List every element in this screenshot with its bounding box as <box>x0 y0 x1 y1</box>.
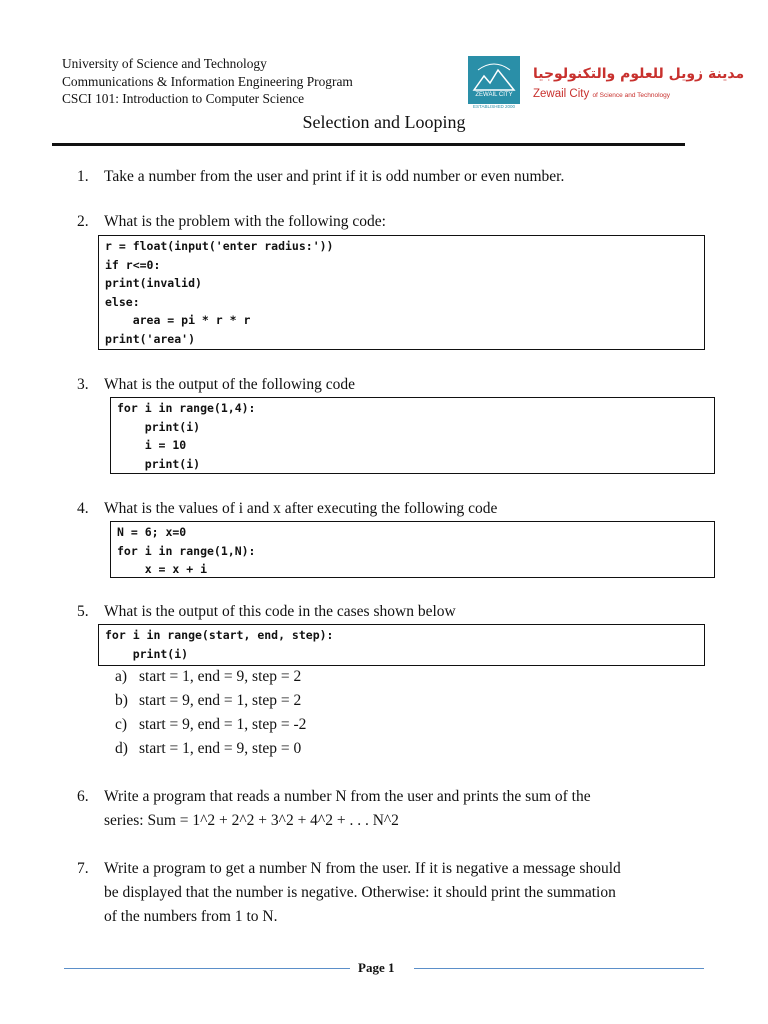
question-text-line-1: Write a program that reads a number N from the user and prints the sum of the <box>104 788 591 805</box>
case-text: start = 1, end = 9, step = 2 <box>139 668 302 685</box>
question-number: 4. <box>77 500 89 517</box>
case-label: d) <box>115 740 128 757</box>
code-block-q3: for i in range(1,4): print(i) i = 10 print(i) <box>110 397 715 474</box>
question-number: 1. <box>77 168 89 185</box>
logo-english-main: Zewail City <box>533 88 590 100</box>
logo-established: ESTABLISHED 2000 <box>473 104 515 109</box>
question-text-line-2: series: Sum = 1^2 + 2^2 + 3^2 + 4^2 + . . . N^2 <box>104 812 399 829</box>
case-text: start = 1, end = 9, step = 0 <box>139 740 302 757</box>
question-text: Take a number from the user and print if it is odd number or even number. <box>104 168 565 185</box>
case-text: start = 9, end = 1, step = -2 <box>139 716 307 733</box>
question-number: 2. <box>77 213 89 230</box>
logo-english-sub: of Science and Technology <box>592 92 671 99</box>
question-text: What is the output of the following code <box>104 376 355 393</box>
question-text: What is the values of i and x after executing the following code <box>104 500 498 517</box>
question-text: What is the problem with the following code: <box>104 213 386 230</box>
university-name: University of Science and Technology <box>62 56 267 71</box>
question-text-line-2: be displayed that the number is negative. Otherwise: it should print the summation <box>104 884 616 901</box>
course-name: CSCI 101: Introduction to Computer Science <box>62 91 305 106</box>
logo-english-text <box>533 88 670 100</box>
question-text-line-1: Write a program to get a number N from the user. If it is negative a message should <box>104 860 621 877</box>
case-text: start = 9, end = 1, step = 2 <box>139 692 302 709</box>
question-number: 5. <box>77 603 89 620</box>
question-text: What is the output of this code in the cases shown below <box>104 603 456 620</box>
page-title: Selection and Looping <box>302 112 466 132</box>
logo-arabic-text: مدينة زويل للعلوم والتكنولوجيا <box>533 66 745 82</box>
question-number: 6. <box>77 788 89 805</box>
case-label: a) <box>115 668 128 685</box>
question-number: 7. <box>77 860 89 877</box>
program-name: Communications & Information Engineering Program <box>62 73 353 89</box>
footer-rule-left <box>64 968 350 969</box>
logo-small-text: ZEWAIL CITY <box>475 92 513 98</box>
case-label: b) <box>115 692 128 709</box>
code-block-q5: for i in range(start, end, step): print(i) <box>98 624 705 666</box>
page-number: Page 1 <box>358 960 395 975</box>
title-rule <box>52 143 685 146</box>
question-text-line-3: of the numbers from 1 to N. <box>104 908 278 925</box>
header-info <box>62 55 353 108</box>
question-number: 3. <box>77 376 89 393</box>
code-block-q4: N = 6; x=0 for i in range(1,N): x = x + i <box>110 521 715 578</box>
case-label: c) <box>115 716 128 733</box>
footer-rule-right <box>414 968 704 969</box>
code-block-q2: r = float(input('enter radius:')) if r<=0: print(invalid) else: area = pi * r * r print('area') <box>98 235 705 350</box>
zewail-logo-icon <box>468 56 520 104</box>
